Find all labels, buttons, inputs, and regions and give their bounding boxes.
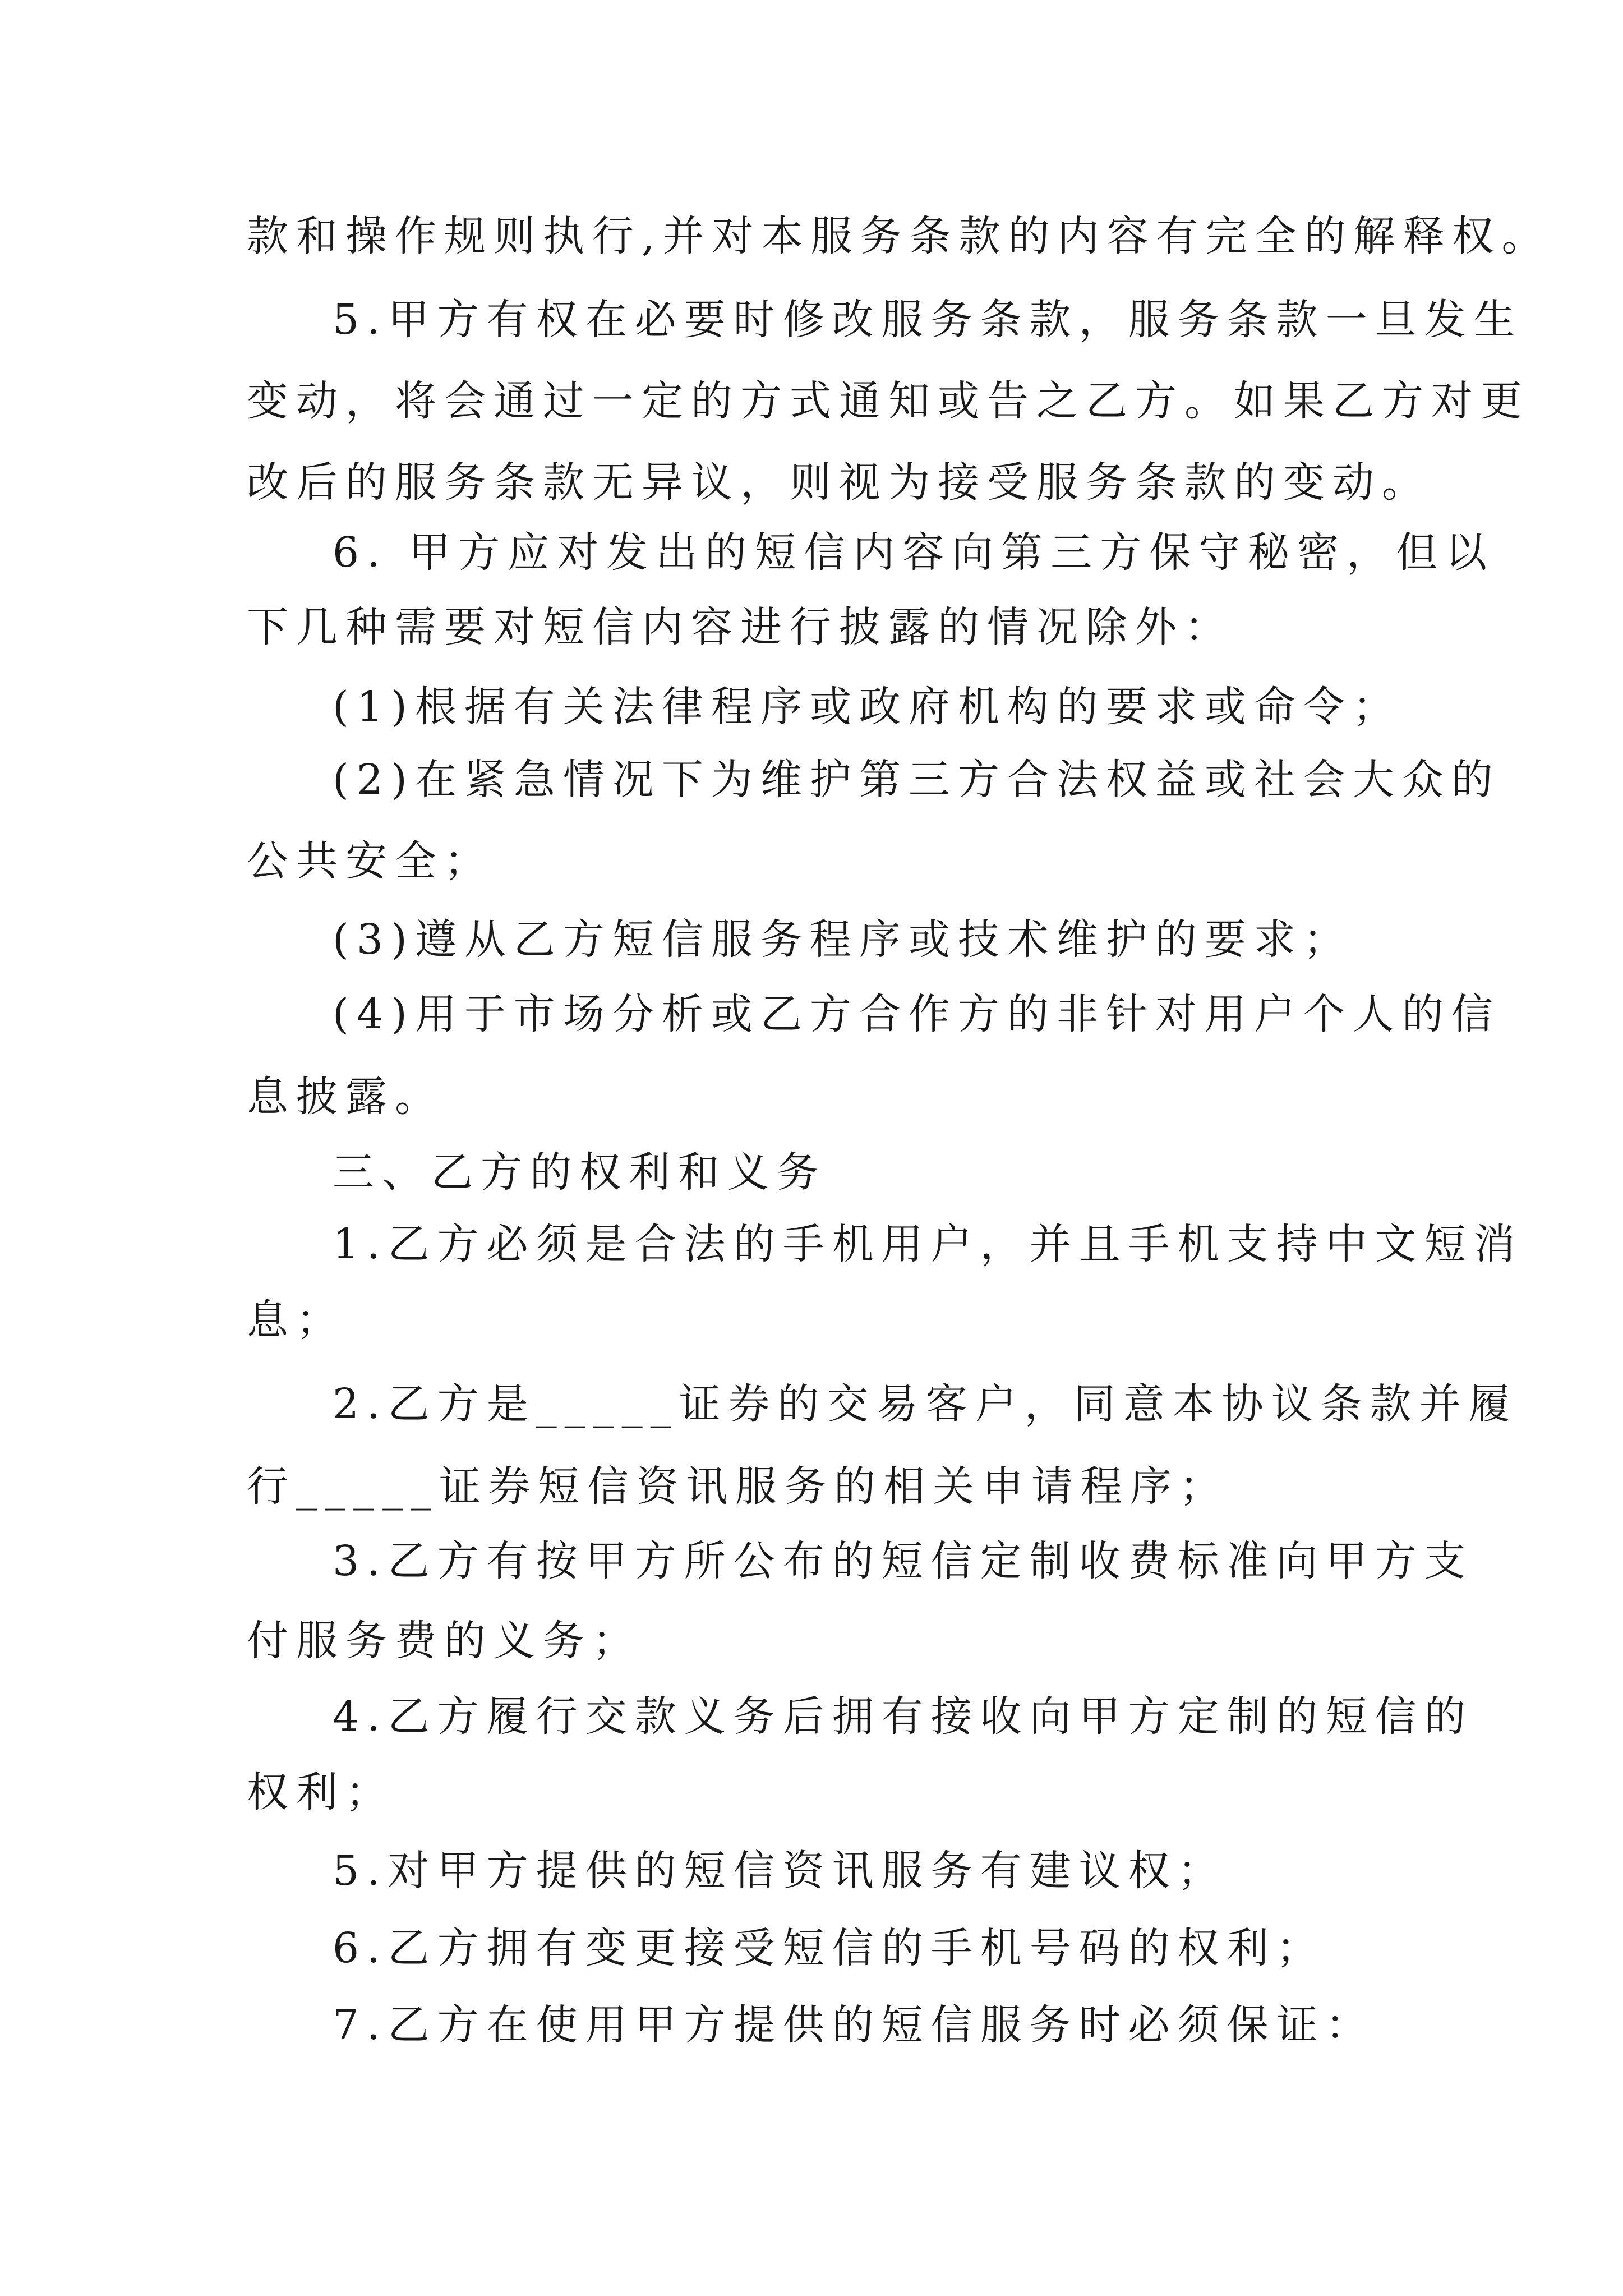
text-line: 5.甲方有权在必要时修改服务条款，服务条款一旦发生 (333, 296, 1523, 344)
text-line: 权利； (247, 1768, 395, 1816)
text-line: 5.对甲方提供的短信资讯服务有建议权； (333, 1847, 1227, 1895)
text-line: 2.乙方是_____证券的交易客户，同意本协议条款并履 (333, 1380, 1518, 1428)
text-line: (2)在紧急情况下为维护第三方合法权益或社会大众的 (333, 756, 1501, 804)
text-line: 3.乙方有按甲方所公布的短信定制收费标准向甲方支 (333, 1537, 1474, 1585)
section-heading: 三、乙方的权利和义务 (333, 1148, 826, 1197)
text-line: 1.乙方必须是合法的手机用户，并且手机支持中文短消 (333, 1220, 1523, 1268)
text-line: 4.乙方履行交款义务后拥有接收向甲方定制的短信的 (333, 1692, 1474, 1741)
text-line: (1)根据有关法律程序或政府机构的要求或命令； (333, 683, 1402, 731)
text-line: 公共安全； (247, 837, 494, 885)
text-line: 7.乙方在使用甲方提供的短信服务时必须保证： (333, 2001, 1375, 2049)
text-line: (4)用于市场分析或乙方合作方的非针对用户个人的信 (333, 990, 1501, 1038)
text-line: 6. 甲方应对发出的短信内容向第三方保守秘密，但以 (333, 528, 1495, 577)
text-line: 6.乙方拥有变更接受短信的手机号码的权利； (333, 1924, 1326, 1972)
text-line: (3)遵从乙方短信服务程序或技术维护的要求； (333, 915, 1353, 964)
text-line: 息披露。 (247, 1073, 444, 1121)
text-line: 款和操作规则执行,并对本服务条款的内容有完全的解释权。 (247, 212, 1551, 260)
text-line: 息； (247, 1296, 345, 1344)
text-line: 行_____证券短信资讯服务的相关申请程序； (247, 1462, 1229, 1511)
text-line: 变动，将会通过一定的方式通知或告之乙方。如果乙方对更 (247, 377, 1530, 425)
text-line: 付服务费的义务； (247, 1617, 642, 1665)
text-line: 下几种需要对短信内容进行披露的情况除外： (247, 603, 1234, 651)
text-line: 改后的服务条款无异议，则视为接受服务条款的变动。 (247, 458, 1431, 507)
